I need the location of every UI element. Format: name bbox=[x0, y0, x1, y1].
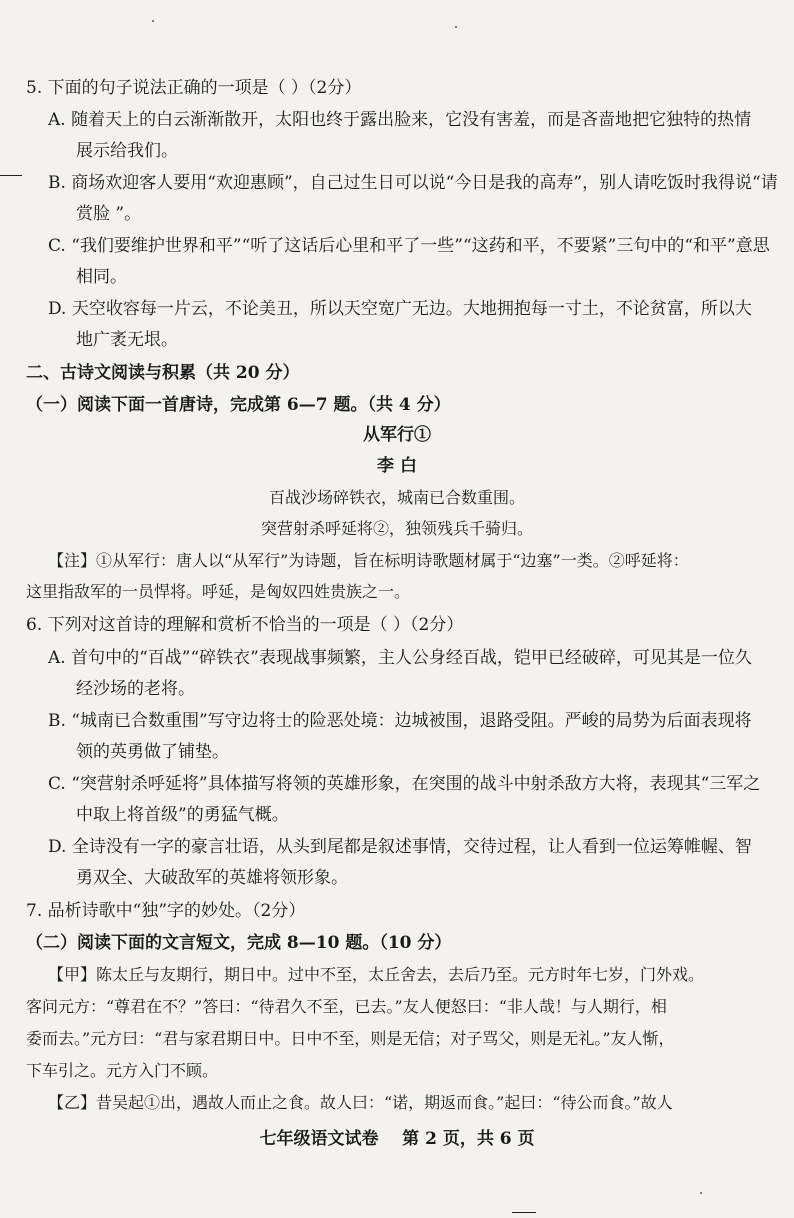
q5-option-b: B. 商场欢迎客人要用“欢迎惠顾”，自己过生日可以说“今日是我的高寿”，别人请吃饭时我得说“请 bbox=[48, 173, 778, 193]
page-footer: 七年级语文试卷 第 2 页，共 6 页 bbox=[259, 1129, 535, 1149]
q6-option-d-cont: 勇双全、大破敌军的英雄将领形象。 bbox=[76, 868, 348, 888]
q6-stem: 6. 下列对这首诗的理解和赏析不恰当的一项是（ ）（2分） bbox=[26, 615, 464, 635]
q5-option-c: C. “我们要维护世界和平”“听了这话后心里和平了一些”“这药和平，不要紧”三句中的“和平”意思 bbox=[48, 236, 770, 256]
q6-option-c-cont: 中取上将首级”的勇猛气概。 bbox=[76, 805, 289, 825]
scan-speck bbox=[152, 20, 154, 22]
poem-note-cont: 这里指敌军的一员悍将。呼延，是匈奴四姓贵族之一。 bbox=[26, 582, 411, 601]
q5-option-d: D. 天空收容每一片云，不论美丑，所以天空宽广无边。大地拥抱每一寸土，不论贫富，所以大 bbox=[48, 299, 752, 319]
q6-option-c: C. “突营射杀呼延将”具体描写将领的英雄形象，在突围的战斗中射杀敌方大将，表现其“三军之 bbox=[48, 774, 761, 794]
scan-speck bbox=[455, 26, 457, 28]
classical-text-jia-cont: 下车引之。元方入门不顾。 bbox=[26, 1061, 219, 1080]
section-title: 二、古诗文阅读与积累（共 20 分） bbox=[26, 363, 300, 383]
q5-option-a-cont: 展示给我们。 bbox=[76, 141, 178, 161]
poem-line: 突营射杀呼延将②，独领残兵千骑归。 bbox=[260, 519, 533, 538]
poem-title: 从军行① bbox=[363, 425, 431, 445]
poem-author: 李 白 bbox=[377, 456, 417, 476]
part-title: （一）阅读下面一首唐诗，完成第 6—7 题。（共 4 分） bbox=[26, 395, 451, 415]
poem-note: 【注】①从军行：唐人以“从军行”为诗题，旨在标明诗歌题材属于“边塞”一类。②呼延将： bbox=[48, 551, 689, 570]
q5-option-d-cont: 地广袤无垠。 bbox=[76, 330, 178, 350]
q6-option-a-cont: 经沙场的老将。 bbox=[76, 679, 195, 699]
scan-mark bbox=[0, 175, 22, 176]
q6-option-a: A. 首句中的“百战”“碎铁衣”表现战事频繁，主人公身经百战，铠甲已经破碎，可见其是一位久 bbox=[48, 648, 752, 668]
q6-option-b-cont: 领的英勇做了铺垫。 bbox=[76, 742, 229, 762]
q5-option-c-cont: 相同。 bbox=[76, 267, 127, 287]
q6-option-b: B. “城南已合数重围”写守边将士的险恶处境：边城被围，退路受阻。严峻的局势为后面表现将 bbox=[48, 711, 752, 731]
scan-mark bbox=[512, 1212, 536, 1213]
classical-text-jia-cont: 客问元方：“尊君在不？”答曰：“待君久不至，已去。”友人便怒曰：“非人哉！与人期行，相 bbox=[26, 997, 667, 1016]
classical-text-jia: 【甲】陈太丘与友期行，期日中。过中不至，太丘舍去，去后乃至。元方时年七岁，门外戏。 bbox=[48, 965, 705, 984]
q7-stem: 7. 品析诗歌中“独”字的妙处。（2分） bbox=[26, 901, 306, 921]
q6-option-d: D. 全诗没有一字的豪言壮语，从头到尾都是叙述事情，交待过程，让人看到一位运筹帷幄、智 bbox=[48, 837, 752, 857]
scan-speck bbox=[700, 1192, 702, 1194]
poem-line: 百战沙场碎铁衣，城南已合数重围。 bbox=[268, 488, 525, 507]
q5-stem: 5. 下面的句子说法正确的一项是（ ）（2分） bbox=[26, 78, 362, 98]
part-title: （二）阅读下面的文言短文，完成 8—10 题。（10 分） bbox=[26, 933, 452, 953]
q5-option-a: A. 随着天上的白云渐渐散开，太阳也终于露出脸来，它没有害羞，而是吝啬地把它独特的热情 bbox=[48, 110, 752, 130]
classical-text-yi: 【乙】昔吴起①出，遇故人而止之食。故人曰：“诺，期返而食。”起曰：“待公而食。”故人 bbox=[48, 1093, 673, 1112]
classical-text-jia-cont: 委而去。”元方曰：“君与家君期日中。日中不至，则是无信；对子骂父，则是无礼。”友人惭， bbox=[26, 1029, 675, 1048]
q5-option-b-cont: 赏脸 ”。 bbox=[76, 204, 142, 224]
